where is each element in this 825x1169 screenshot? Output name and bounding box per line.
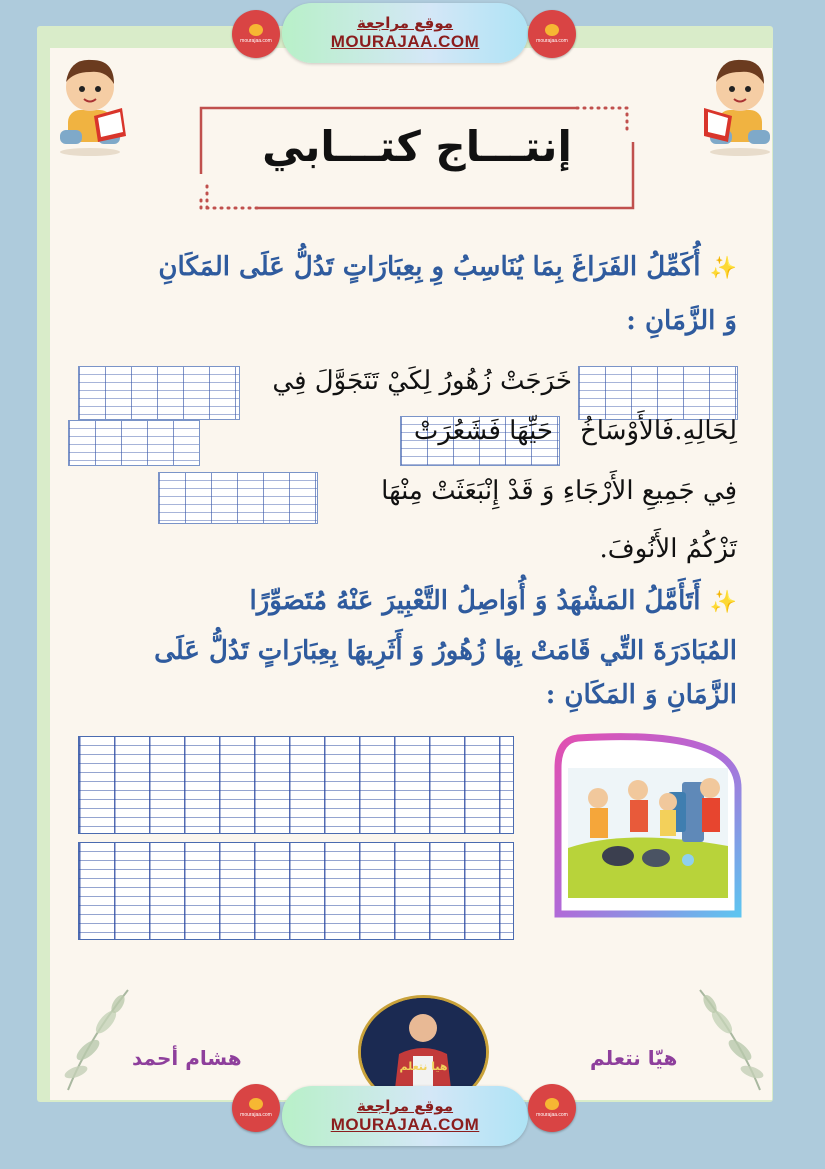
sparkle-icon: ✨ <box>709 589 737 615</box>
leaf-decoration-right <box>690 980 770 1095</box>
text-line-2b: لِحَالِهِ.فَالأَوْسَاخُ <box>580 416 737 446</box>
blank-box-4[interactable] <box>68 420 200 466</box>
blank-box-1[interactable] <box>578 366 738 420</box>
site-name-arabic: موقع مراجعة <box>356 1097 454 1115</box>
logo-sub: mourajaa.com <box>240 38 272 44</box>
exercise2-instruction-line3: الزَّمَانِ وَ المَكَانِ : <box>545 680 737 710</box>
site-name-english[interactable]: MOURAJAA.COM <box>330 32 480 51</box>
text-line-2a: حَيِّهَا فَشَعُرَتْ <box>413 416 553 446</box>
exercise1-instruction-line2: وَ الزَّمَانِ : <box>626 306 737 336</box>
site-logo-right[interactable] <box>528 10 576 58</box>
site-logo-right-bottom[interactable] <box>528 1084 576 1132</box>
recycling-scene-image <box>548 728 744 920</box>
sparkle-icon: ✨ <box>709 255 737 281</box>
logo-sub: mourajaa.com <box>536 1112 568 1118</box>
logo-icon <box>545 24 559 36</box>
site-logo-left-bottom[interactable] <box>232 1084 280 1132</box>
logo-sub: mourajaa.com <box>536 38 568 44</box>
logo-icon <box>249 1098 263 1110</box>
exercise2-instruction-line1: ✨ أَتَأَمَّلُ المَشْهَدُ وَ أُوَاصِلُ التَّعْبِيرَ عَنْهُ مُتَصَوِّرًا <box>249 586 737 616</box>
site-logo-left[interactable] <box>232 10 280 58</box>
exercise2-instruction-line2: المُبَادَرَةَ التِّي قَامَتْ بِهَا زُهُورُ وَ أَثَرِيهَا بِعِبَارَاتٍ تَدُلُّ عَلَى <box>154 636 737 666</box>
text-line-4: تَزْكُمُ الأَنُوفَ. <box>599 534 737 564</box>
writing-grid-2[interactable] <box>78 842 514 940</box>
author-name: هشام أحمد <box>132 1046 242 1070</box>
exercise1-instruction-line1: ✨ أُكَمِّلُ الفَرَاغَ بِمَا يُنَاسِبُ وِ بِعِبَارَاتٍ تَدُلُّ عَلَى المَكَانِ <box>158 252 737 282</box>
logo-sub: mourajaa.com <box>240 1112 272 1118</box>
leaf-decoration-left <box>58 980 138 1095</box>
page-title: إنتـــاج كتـــابي <box>262 122 572 171</box>
site-name-english[interactable]: MOURAJAA.COM <box>330 1115 480 1134</box>
text-line-1: خَرَجَتْ زُهُورُ لِكَيْ تَتَجَوَّلَ فِي <box>272 366 572 396</box>
title-frame <box>197 104 637 212</box>
reading-kid-illustration-left <box>50 52 130 157</box>
text-line-3: فِي جَمِيعِ الأَرْجَاءِ وَ قَدْ إِنْبَعَثَتْ مِنْهَا <box>381 476 737 506</box>
site-name-arabic: موقع مراجعة <box>356 14 454 32</box>
photo-caption: هيا نتعلم <box>399 1060 448 1073</box>
logo-icon <box>249 24 263 36</box>
blank-box-5[interactable] <box>158 472 318 524</box>
writing-grid-1[interactable] <box>78 736 514 834</box>
reading-kid-illustration-right <box>700 52 780 157</box>
logo-icon <box>545 1098 559 1110</box>
blank-box-2[interactable] <box>78 366 240 420</box>
brand-name: هيّا نتعلم <box>590 1046 678 1070</box>
site-banner-top[interactable] <box>282 3 528 63</box>
site-banner-bottom[interactable] <box>282 1086 528 1146</box>
